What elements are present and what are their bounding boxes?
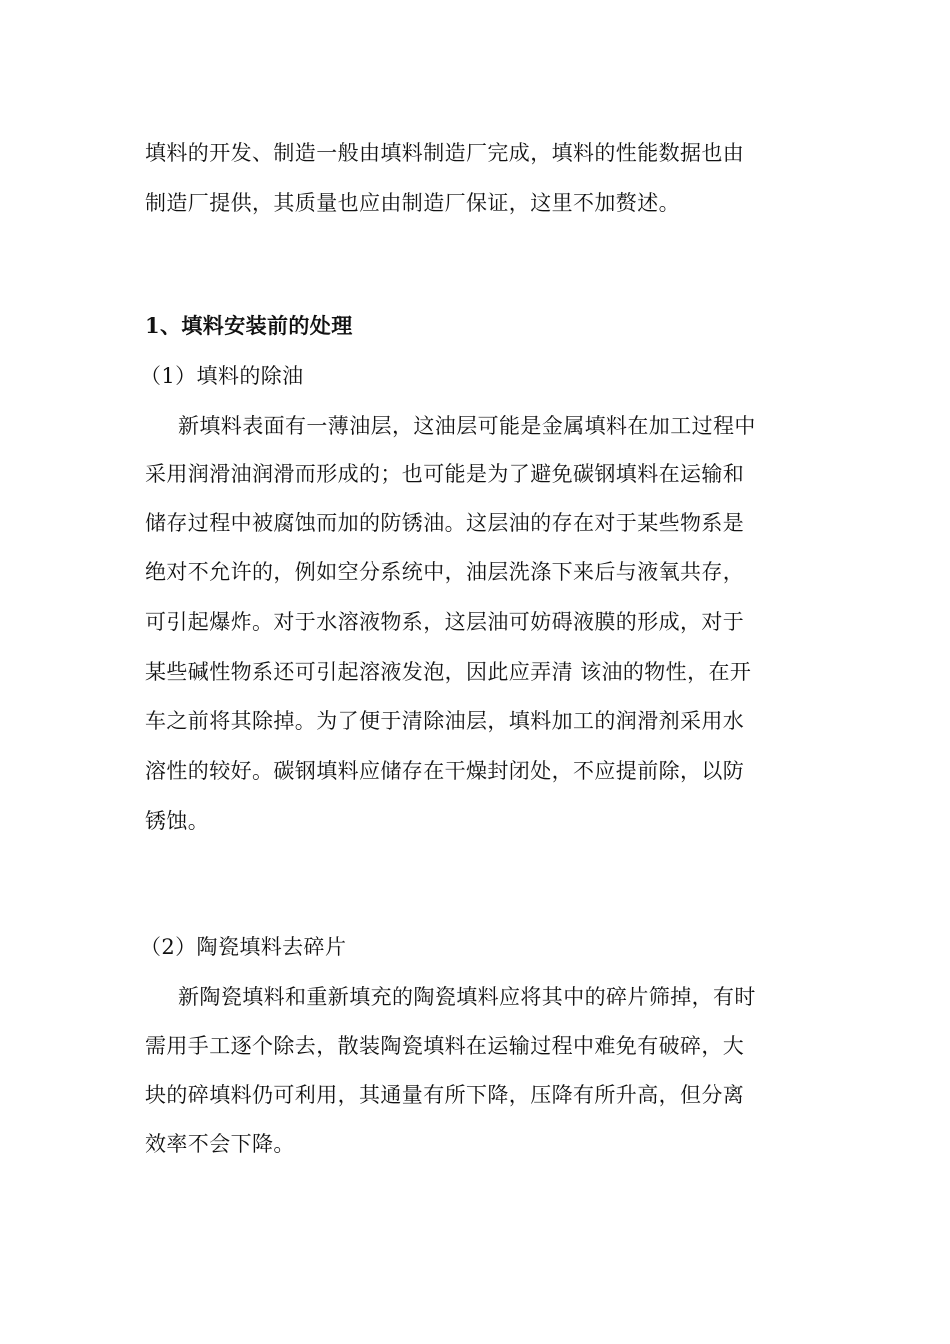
paragraph-1-line-6: 某些碱性物系还可引起溶液发泡，因此应弄清 该油的物性，在开 [145,660,752,684]
subsection-title-2: （2）陶瓷填料去碎片 [140,935,347,959]
intro-line-2: 制造厂提供，其质量也应由制造厂保证，这里不加赘述。 [145,191,680,215]
intro-line-1: 填料的开发、制造一般由填料制造厂完成，填料的性能数据也由 [145,141,745,165]
paragraph-2-line-3: 块的碎填料仍可利用，其通量有所下降，压降有所升高，但分离 [145,1083,745,1107]
paragraph-1-line-5: 可引起爆炸。对于水溶液物系，这层油可妨碍液膜的形成，对于 [145,610,745,634]
paragraph-1-line-9: 锈蚀。 [145,809,210,833]
paragraph-2-line-1: 新陶瓷填料和重新填充的陶瓷填料应将其中的碎片筛掉，有时 [178,985,756,1009]
paragraph-1-line-2: 采用润滑油润滑而形成的；也可能是为了避免碳钢填料在运输和 [145,462,745,486]
section-heading: 1、填料安装前的处理 [145,313,353,338]
paragraph-2-line-2: 需用手工逐个除去，散装陶瓷填料在运输过程中难免有破碎，大 [145,1034,745,1058]
paragraph-1-line-1: 新填料表面有一薄油层，这油层可能是金属填料在加工过程中 [178,414,756,438]
paragraph-1-line-4: 绝对不允许的，例如空分系统中，油层洗涤下来后与液氧共存， [145,560,745,584]
paragraph-1-line-8: 溶性的较好。碳钢填料应储存在干燥封闭处，不应提前除，以防 [145,759,745,783]
subsection-title-1: （1）填料的除油 [140,364,304,388]
paragraph-1-line-3: 储存过程中被腐蚀而加的防锈油。这层油的存在对于某些物系是 [145,511,745,535]
paragraph-1-line-7: 车之前将其除掉。为了便于清除油层，填料加工的润滑剂采用水 [145,709,745,733]
paragraph-2-line-4: 效率不会下降。 [145,1132,295,1156]
